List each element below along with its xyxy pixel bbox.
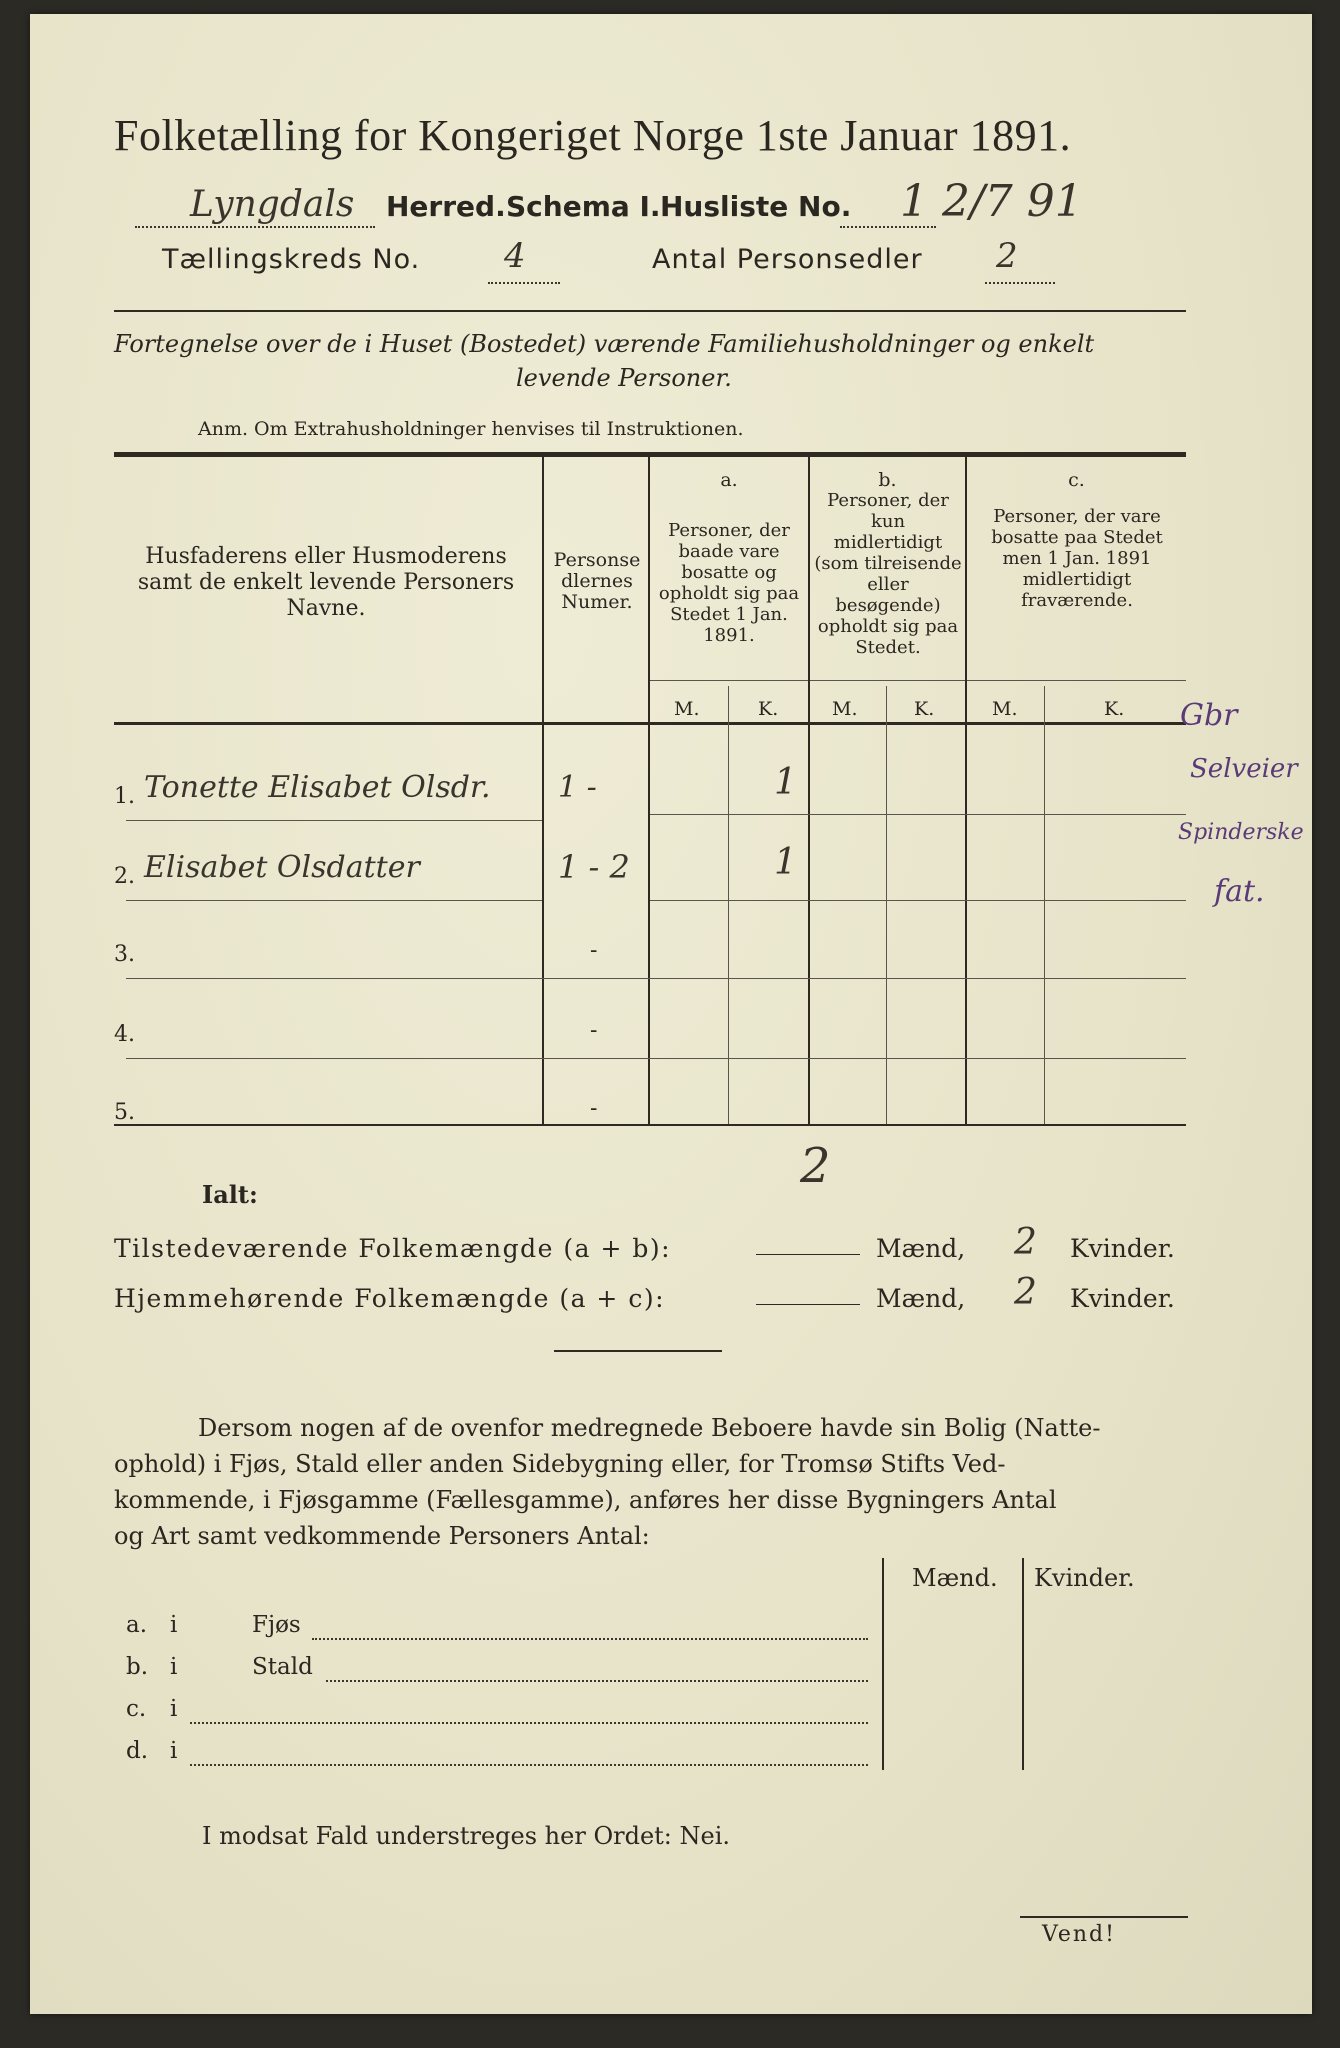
col-header-b-letter: b. [878, 469, 897, 491]
antal-value: 2 [996, 236, 1018, 276]
row-2-no: 2. [114, 864, 135, 889]
kreds-label: Tællingskreds No. [162, 244, 421, 275]
row-5-num: - [590, 1096, 598, 1121]
col-header-a-letter: a. [720, 469, 738, 491]
hjemme-kvinder-value: 2 [1014, 1272, 1037, 1313]
out-col-rule-2 [1022, 1558, 1024, 1770]
hjemme-maend-label: Mænd, [876, 1284, 966, 1313]
kreds-value: 4 [504, 236, 526, 276]
col-rule-name [542, 457, 544, 1124]
out-b-dotline [326, 1678, 868, 1682]
herred-value: Lyngdals [190, 184, 355, 225]
census-form-page [30, 14, 1312, 2014]
col-header-b: Personer, der kun midlertidigt (som tilreisende eller besøgende) opholdt sig paa Stedet. [814, 490, 962, 658]
anm-note: Anm. Om Extrahusholdninger henvises til Instruktionen. [198, 418, 744, 440]
out-col-rule-1 [882, 1558, 884, 1770]
schema-label: Schema I. [506, 190, 661, 223]
ialt-value: 2 [800, 1138, 831, 1194]
row-2-a-k: 1 [774, 842, 797, 883]
tilstede-maend-label: Mænd, [876, 1234, 966, 1263]
col-rule-num [648, 457, 650, 1124]
paragraph-line1: Dersom nogen af de ovenfor medregnede Beboere havde sin Bolig (Natte- [198, 1414, 1101, 1442]
husliste-value: 1 2/7 91 [900, 176, 1083, 227]
margin-note-gbr: Gbr [1180, 698, 1238, 733]
out-b-label: Stald [252, 1654, 313, 1680]
tilstede-maend-blank [756, 1254, 860, 1255]
row-2-line [126, 900, 542, 901]
tilstede-kvinder-value: 2 [1014, 1222, 1037, 1263]
paragraph-line2: ophold) i Fjøs, Stald eller anden Sidebygning eller, for Tromsø Stifts Ved- [114, 1450, 1006, 1478]
row-2-num: 1 - 2 [558, 848, 630, 886]
out-a-dotline [312, 1636, 868, 1640]
col-header-num: Personsedlernes Numer. [553, 549, 641, 613]
out-kvinder-header: Kvinder. [1034, 1564, 1135, 1592]
out-b-letter: b. [126, 1654, 149, 1680]
header-rule [114, 310, 1186, 312]
row-4-num: - [590, 1018, 598, 1043]
table-bottom-rule [114, 1124, 1186, 1126]
row-1-num: 1 - [558, 770, 597, 805]
b-m-header: M. [832, 698, 858, 720]
margin-note-selveier: Selveier [1190, 754, 1298, 784]
mk-rule [650, 680, 1186, 681]
out-d-letter: d. [126, 1738, 149, 1764]
col-header-c: Personer, der vare bosatte paa Stedet men 1 Jan. 1891 midlertidigt fraværende. [991, 506, 1163, 611]
col-rule-a [808, 457, 810, 1124]
out-c-letter: c. [126, 1696, 147, 1722]
subtitle-line1: Fortegnelse over de i Huset (Bostedet) værende Familiehusholdninger og enkelt [114, 330, 1095, 358]
ialt-label: Ialt: [202, 1180, 258, 1209]
out-c-i: i [170, 1696, 178, 1722]
row-4-no: 4. [114, 1022, 135, 1047]
out-b-i: i [170, 1654, 178, 1680]
margin-note-fat: fat. [1214, 874, 1265, 909]
row-3-num: - [590, 938, 598, 963]
row-3-no: 3. [114, 942, 135, 967]
footer-note: I modsat Fald understreges her Ordet: Nei. [202, 1822, 731, 1850]
a-m-header: M. [674, 698, 700, 720]
a-k-header: K. [758, 698, 779, 720]
tilstede-label: Tilstedeværende Folkemængde (a + b): [114, 1234, 672, 1263]
col-header-c-letter: c. [1068, 469, 1085, 491]
row-4-line [126, 1058, 1186, 1059]
kreds-dotline [488, 280, 560, 284]
antal-dotline [985, 280, 1055, 284]
husliste-label: Husliste No. [660, 190, 852, 223]
row-1-no: 1. [114, 784, 135, 809]
section-divider [554, 1350, 722, 1352]
col-rule-b [965, 457, 967, 1124]
out-d-i: i [170, 1738, 178, 1764]
table-head-rule [114, 722, 1186, 725]
row-1-line [126, 820, 542, 821]
row-1-a-k: 1 [774, 762, 797, 803]
row-1-line-right [650, 814, 1186, 815]
b-k-header: K. [914, 698, 935, 720]
form-title: Folketælling for Kongeriget Norge 1ste Januar 1891. [114, 111, 1072, 160]
out-a-label: Fjøs [252, 1612, 301, 1638]
row-5-no: 5. [114, 1100, 135, 1125]
row-2-name: Elisabet Olsdatter [144, 850, 420, 885]
hjemme-label: Hjemmehørende Folkemængde (a + c): [114, 1284, 665, 1313]
c-k-header: K. [1104, 698, 1125, 720]
out-a-i: i [170, 1612, 178, 1638]
col-header-name: Husfaderens eller Husmoderens samt de enkelt levende Personers Navne. [137, 544, 515, 621]
hjemme-maend-blank [756, 1304, 860, 1305]
c-m-header: M. [992, 698, 1018, 720]
herred-label: Herred. [386, 190, 506, 223]
table-top-rule [114, 452, 1186, 457]
out-a-letter: a. [126, 1612, 148, 1638]
row-1-name: Tonette Elisabet Olsdr. [144, 770, 491, 805]
tilstede-kvinder-label: Kvinder. [1070, 1234, 1175, 1263]
out-maend-header: Mænd. [912, 1564, 998, 1592]
vend-text: Vend! [1042, 1922, 1116, 1947]
hjemme-kvinder-label: Kvinder. [1070, 1284, 1175, 1313]
row-2-line-right [650, 900, 1186, 901]
margin-note-spinderske: Spinderske [1178, 820, 1304, 845]
subtitle-line2: levende Personer. [516, 364, 732, 392]
row-3-line [126, 978, 1186, 979]
paragraph-line4: og Art samt vedkommende Personers Antal: [114, 1522, 650, 1550]
col-header-a: Personer, der baade vare bosatte og opholdt sig paa Stedet 1 Jan. 1891. [658, 520, 800, 646]
out-d-dotline [190, 1762, 868, 1766]
antal-label: Antal Personsedler [652, 244, 923, 275]
paragraph-line3: kommende, i Fjøsgamme (Fællesgamme), anføres her disse Bygningers Antal [114, 1486, 1057, 1514]
vend-rule [1020, 1916, 1188, 1918]
out-c-dotline [190, 1720, 868, 1724]
